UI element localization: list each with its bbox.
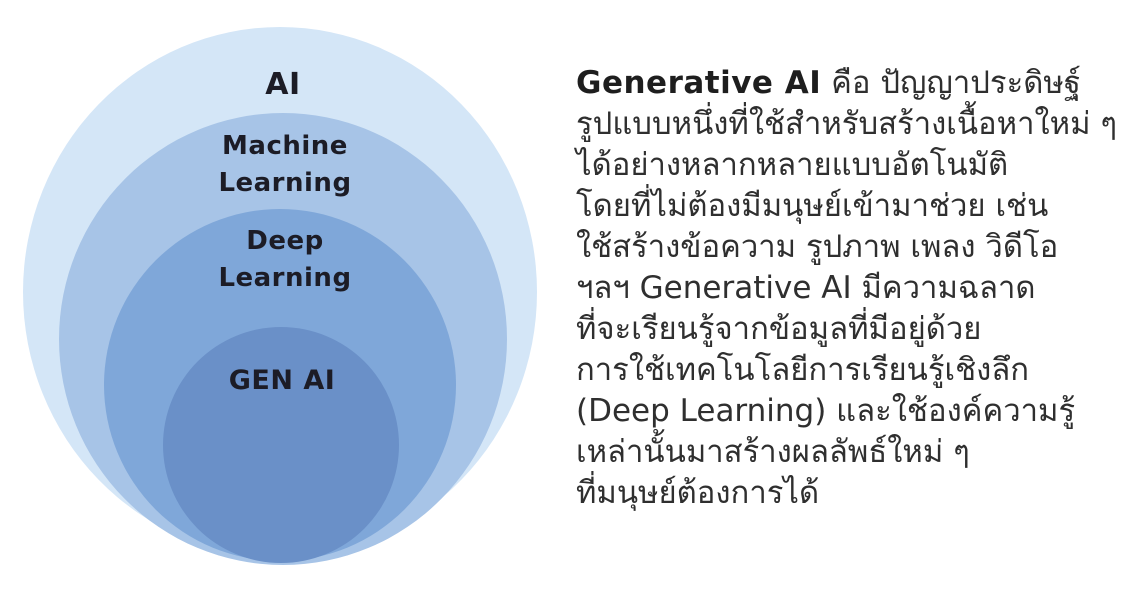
circle-label-ai: AI	[265, 67, 301, 102]
description-line	[576, 63, 1136, 104]
description-panel	[576, 63, 1136, 514]
description-line: ได้อย่างหลากหลายแบบอัตโนมัติ	[576, 147, 1009, 183]
nested-circles-diagram	[0, 0, 560, 600]
description-line: (Deep Learning) และใช้องค์ความรู้	[576, 393, 1076, 429]
description-line: ที่มนุษย์ต้องการได้	[576, 475, 820, 511]
description-line: รูปแบบหนึ่งที่ใช้สำหรับสร้างเนื้อหาใหม่ ๆ	[576, 106, 1118, 142]
description-line: โดยที่ไม่ต้องมีมนุษย์เข้ามาช่วย เช่น	[576, 188, 1049, 224]
description-lead-rest: คือ ปัญญาประดิษฐ์	[821, 65, 1081, 101]
circle-label-deep-learning: Deep Learning	[218, 226, 352, 293]
circle-label-machine-learning: Machine Learning	[218, 131, 352, 198]
description-line: เหล่านั้นมาสร้างผลลัพธ์ใหม่ ๆ	[576, 434, 970, 470]
circle-gen-ai	[163, 327, 399, 563]
description-line: การใช้เทคโนโลยีการเรียนรู้เชิงลึก	[576, 352, 1030, 388]
description-line: ฯลฯ Generative AI มีความฉลาด	[576, 270, 1036, 306]
description-lead-bold: Generative AI	[576, 65, 822, 101]
description-line: ที่จะเรียนรู้จากข้อมูลที่มีอยู่ด้วย	[576, 311, 982, 347]
description-line: ใช้สร้างข้อความ รูปภาพ เพลง วิดีโอ	[576, 229, 1059, 265]
circle-label-gen-ai: GEN AI	[228, 365, 336, 396]
